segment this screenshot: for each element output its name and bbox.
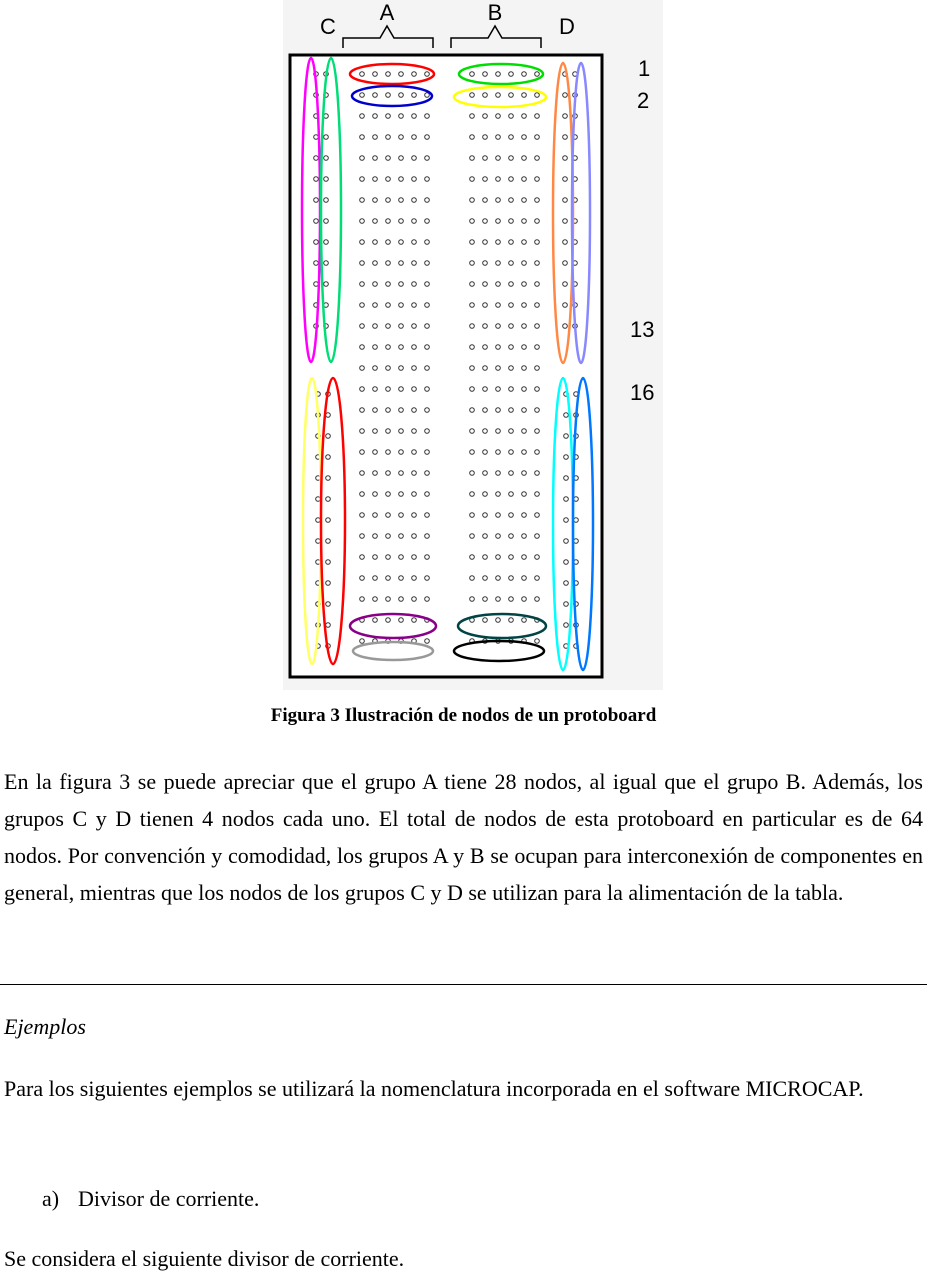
row-label-2: 2 [637, 88, 650, 113]
paragraph-divider-text: Se considera el siguiente divisor de corriente. [4, 1246, 405, 1271]
list-marker: a) [42, 1186, 60, 1211]
group-label-a: A [379, 0, 395, 25]
section-heading-ejemplos: Ejemplos [4, 1014, 86, 1039]
group-label-c: C [320, 14, 336, 39]
paragraph-examples-intro [4, 1070, 923, 1107]
row-label-13: 13 [630, 317, 655, 342]
paragraph-nodes-description [4, 763, 923, 911]
list-item-a [42, 1186, 259, 1212]
paragraph-divider-intro [4, 1240, 923, 1277]
divider [0, 984, 927, 985]
paragraph-examples-text: Para los siguientes ejemplos se utilizará la nomenclatura incorporada en el software MICROCAP. [4, 1076, 864, 1101]
group-label-d: D [559, 14, 575, 39]
row-label-16: 16 [630, 380, 655, 405]
board-outline [290, 55, 602, 677]
protoboard-figure [283, 0, 663, 690]
paragraph-nodes-text: En la figura 3 se puede apreciar que el grupo A tiene 28 nodos, al igual que el grupo B. Además, los grupos C y D tienen 4 nodos cada uno. El total de nodos de esta protoboard en particular es de 64 nodos. Por convención y comodidad, los grupos A y B se ocupan para interconexión de componentes en general, mientras que los nodos de los grupos C y D se utilizan para la alimentación de la tabla. [4, 769, 923, 905]
list-item-text: Divisor de corriente. [78, 1186, 260, 1211]
group-label-b: B [487, 0, 503, 25]
row-label-1: 1 [638, 56, 651, 81]
figure-caption: Figura 3 Ilustración de nodos de un protoboard [270, 705, 657, 726]
